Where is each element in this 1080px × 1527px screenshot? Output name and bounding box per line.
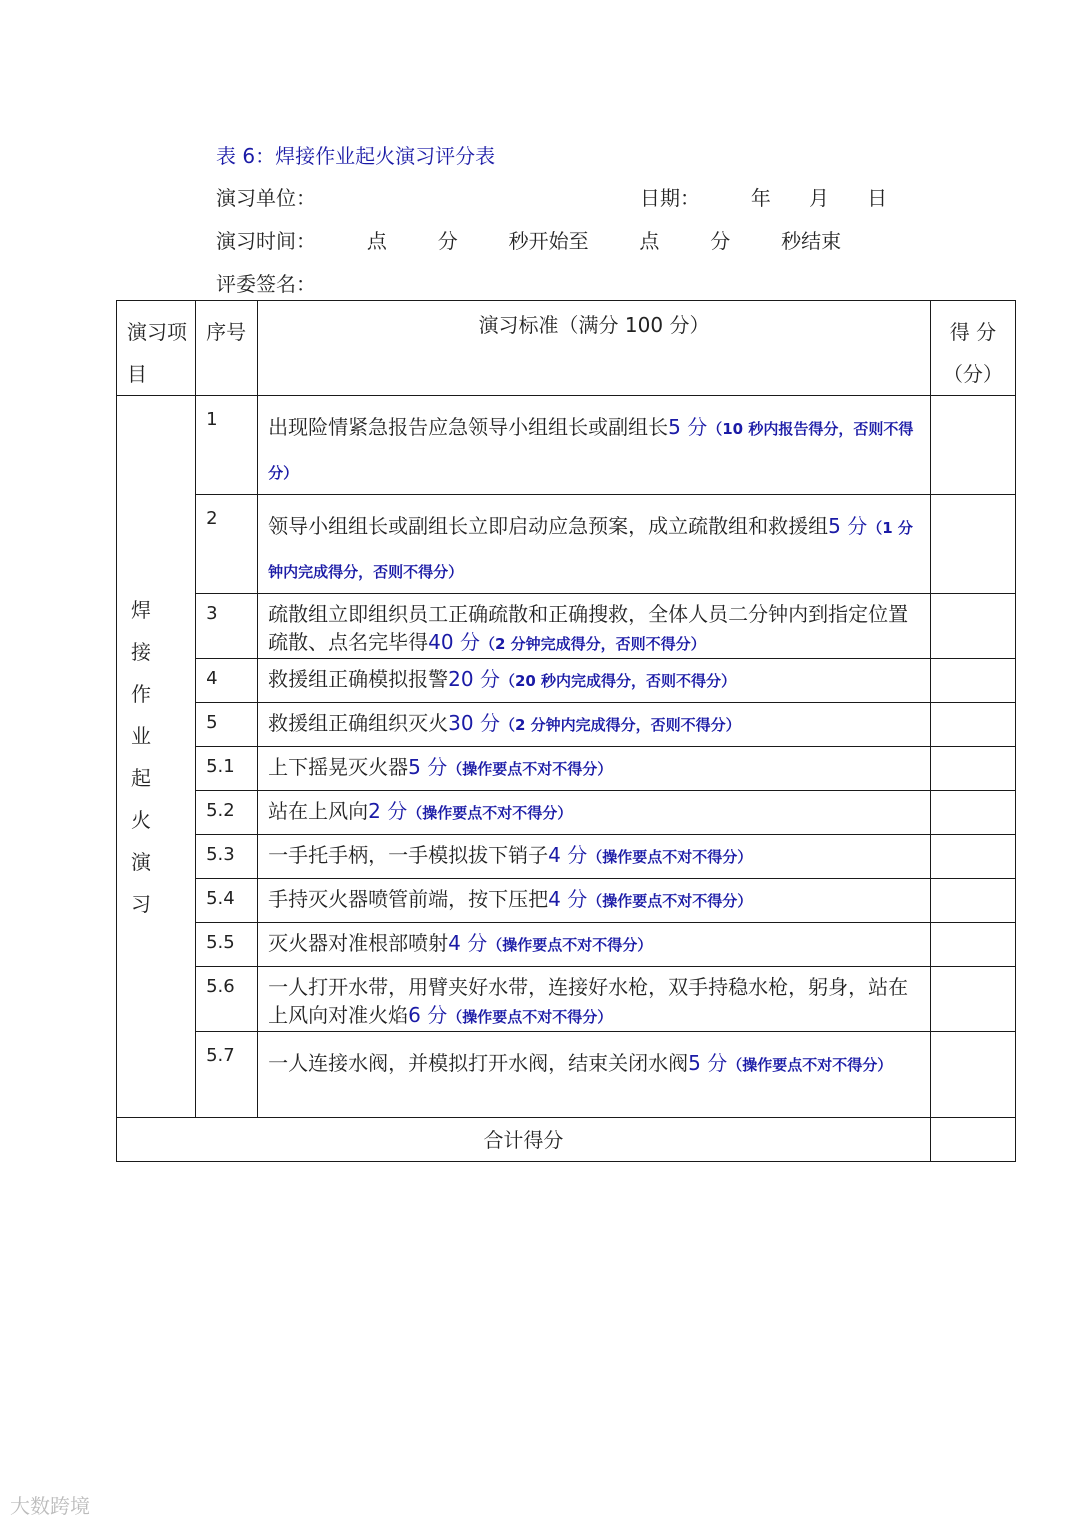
- row-standard: 救援组正确模拟报警20 分（20 秒内完成得分，否则不得分）: [258, 659, 931, 703]
- watermark-logo: 大数跨境: [10, 1494, 90, 1518]
- header-no: 序号: [196, 301, 258, 396]
- score-cell[interactable]: [930, 396, 1015, 495]
- table-row: [117, 396, 1016, 495]
- table-row: [117, 747, 1016, 791]
- row-standard: 救援组正确组织灭火30 分（2 分钟内完成得分，否则不得分）: [258, 703, 931, 747]
- row-no: 5.6: [196, 967, 258, 1032]
- score-table: [116, 300, 1016, 1162]
- table-row: [117, 1032, 1016, 1118]
- row-no: 4: [196, 659, 258, 703]
- score-cell[interactable]: [930, 791, 1015, 835]
- date-label: 日期： 年 月 日: [640, 186, 888, 210]
- score-cell[interactable]: [930, 1032, 1015, 1118]
- score-cell[interactable]: [930, 703, 1015, 747]
- row-standard: 手持灭火器喷管前端，按下压把4 分（操作要点不对不得分）: [258, 879, 931, 923]
- category-label: 焊接作业起火演习: [131, 597, 172, 916]
- row-no: 1: [196, 396, 258, 495]
- table-header-row: [117, 301, 1016, 396]
- row-standard: 站在上风向2 分（操作要点不对不得分）: [258, 791, 931, 835]
- score-cell[interactable]: [930, 495, 1015, 594]
- total-row: [117, 1118, 1016, 1162]
- score-cell[interactable]: [930, 923, 1015, 967]
- table-row: [117, 967, 1016, 1032]
- row-standard: 灭火器对准根部喷射4 分（操作要点不对不得分）: [258, 923, 931, 967]
- row-no: 2: [196, 495, 258, 594]
- table-row: [117, 791, 1016, 835]
- table-row: [117, 594, 1016, 659]
- table-row: [117, 879, 1016, 923]
- table-row: [117, 835, 1016, 879]
- row-no: 3: [196, 594, 258, 659]
- row-no: 5.4: [196, 879, 258, 923]
- total-label: 合计得分: [117, 1118, 931, 1162]
- row-no: 5.1: [196, 747, 258, 791]
- row-no: 5.5: [196, 923, 258, 967]
- table-row: [117, 495, 1016, 594]
- table-row: [117, 923, 1016, 967]
- header-score: 得 分（分）: [930, 301, 1015, 396]
- score-cell[interactable]: [930, 835, 1015, 879]
- row-standard: 一手托手柄，一手模拟拔下销子4 分（操作要点不对不得分）: [258, 835, 931, 879]
- row-no: 5.7: [196, 1032, 258, 1118]
- row-standard: 领导小组组长或副组长立即启动应急预案，成立疏散组和救援组5 分（1 分钟内完成得分，否则不得分）: [258, 495, 931, 594]
- header-standard: 演习标准（满分 100 分）: [258, 301, 931, 396]
- document-title: 表 6：焊接作业起火演习评分表: [216, 144, 496, 168]
- judge-signature-label: 评委签名：: [216, 272, 316, 296]
- row-standard: 出现险情紧急报告应急领导小组组长或副组长5 分（10 秒内报告得分，否则不得分）: [258, 396, 931, 495]
- row-no: 5.3: [196, 835, 258, 879]
- drill-time-label: 演习时间： 点 分 秒开始至 点 分 秒结束: [216, 229, 842, 253]
- row-no: 5.2: [196, 791, 258, 835]
- total-score-cell[interactable]: [930, 1118, 1015, 1162]
- row-no: 5: [196, 703, 258, 747]
- table-row: [117, 703, 1016, 747]
- score-cell[interactable]: [930, 967, 1015, 1032]
- score-cell[interactable]: [930, 747, 1015, 791]
- score-cell[interactable]: [930, 594, 1015, 659]
- score-cell[interactable]: [930, 659, 1015, 703]
- category-cell: [117, 396, 196, 1118]
- row-standard: 一人打开水带，用臂夹好水带，连接好水枪，双手持稳水枪，躬身，站在上风向对准火焰6 分（操作要点不对不得分）: [258, 967, 931, 1032]
- row-standard: 上下摇晃灭火器5 分（操作要点不对不得分）: [258, 747, 931, 791]
- row-standard: 疏散组立即组织员工正确疏散和正确搜救，全体人员二分钟内到指定位置疏散、点名完毕得40 分（2 分钟完成得分，否则不得分）: [258, 594, 931, 659]
- drill-unit-label: 演习单位：: [216, 186, 316, 210]
- table-row: [117, 659, 1016, 703]
- header-item: 演习项目: [117, 301, 196, 396]
- score-cell[interactable]: [930, 879, 1015, 923]
- row-standard: 一人连接水阀，并模拟打开水阀，结束关闭水阀5 分（操作要点不对不得分）: [258, 1032, 931, 1118]
